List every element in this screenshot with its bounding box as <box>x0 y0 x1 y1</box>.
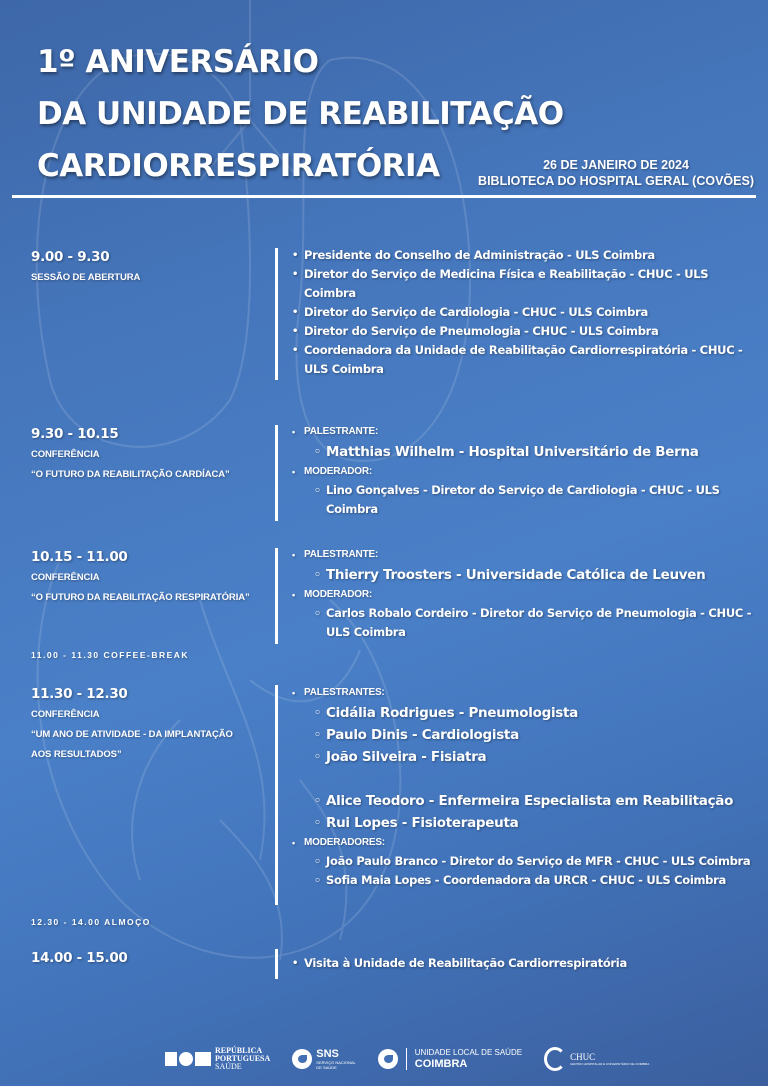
session-details <box>292 954 762 973</box>
session-type: CONFERÊNCIA <box>31 572 100 583</box>
speaker: ◦ Cidália Rodrigues - Pneumologista <box>292 702 762 724</box>
speaker: ◦ Paulo Dinis - Cardiologista <box>292 724 762 746</box>
session-details <box>292 684 762 890</box>
header-divider <box>12 195 756 198</box>
coffee-break: 11.00 - 11.30 COFFEE-BREAK <box>31 650 190 660</box>
session-subtitle: SESSÃO DE ABERTURA <box>31 272 141 283</box>
session-time: 9.00 - 9.30 <box>31 249 110 265</box>
sns-logo <box>292 1049 356 1070</box>
sns-mark-icon <box>292 1049 312 1069</box>
session-divider <box>275 685 278 905</box>
session-details <box>292 246 762 379</box>
speaker: ◦ Alice Teodoro - Enfermeira Especialista em Reabilitação <box>292 790 762 812</box>
session-topic-cont: AOS RESULTADOS” <box>31 749 122 760</box>
session-divider <box>275 548 278 644</box>
sns-text: SNS SERVIÇO NACIONAL DE SAÚDE <box>316 1047 356 1070</box>
session-divider <box>275 248 278 380</box>
session-type: CONFERÊNCIA <box>31 449 100 460</box>
session-topic: “UM ANO DE ATIVIDADE - DA IMPLANTAÇÃO <box>31 729 233 740</box>
chuc-text: CHUC CENTRO HOSPITALAR E UNIVERSITÁRIO DE COIMBRA <box>570 1051 650 1066</box>
title-line-1: 1º ANIVERSÁRIO <box>37 44 319 80</box>
moderator-label: • MODERADOR: <box>292 463 762 481</box>
session-details <box>292 423 762 519</box>
speaker: ◦ Rui Lopes - Fisioterapeuta <box>292 812 762 834</box>
session-info <box>31 949 271 967</box>
session-topic: “O FUTURO DA REABILITAÇÃO RESPIRATÓRIA” <box>31 592 250 603</box>
event-venue: BIBLIOTECA DO HOSPITAL GERAL (COVÕES) <box>478 174 754 188</box>
moderator-label: • MODERADOR: <box>292 586 762 604</box>
session-time: 11.30 - 12.30 <box>31 686 128 702</box>
speaker-label: • PALESTRANTE: <box>292 423 762 441</box>
session-time: 9.30 - 10.15 <box>31 426 119 442</box>
session-time: 14.00 - 15.00 <box>31 950 128 966</box>
lunch-break: 12.30 - 14.00 ALMOÇO <box>31 917 151 927</box>
republica-text: REPÚBLICA PORTUGUESA SAÚDE <box>215 1046 271 1071</box>
session-topic: “O FUTURO DA REABILITAÇÃO CARDÍACA” <box>31 469 230 480</box>
list-item: • Diretor do Serviço de Cardiologia - CHUC - ULS Coimbra <box>292 303 762 322</box>
session-subtitle <box>31 568 271 608</box>
moderators-label: • MODERADORES: <box>292 834 762 852</box>
session-subtitle <box>31 445 271 485</box>
speaker-label: • PALESTRANTE: <box>292 546 762 564</box>
event-info <box>478 157 754 189</box>
uls-coimbra-logo <box>378 1048 522 1070</box>
speaker: ◦ João Silveira - Fisiatra <box>292 746 762 768</box>
list-item: • Diretor do Serviço de Pneumologia - CHUC - ULS Coimbra <box>292 322 762 341</box>
chuc-mark-icon <box>544 1047 566 1071</box>
moderator: ◦ Sofia Maia Lopes - Coordenadora da URCR - CHUC - ULS Coimbra <box>292 871 762 890</box>
session-info <box>31 685 271 765</box>
speaker: ◦ Matthias Wilhelm - Hospital Universitário de Berna <box>292 441 762 463</box>
republica-portuguesa-logo <box>165 1047 270 1071</box>
footer-logos <box>165 1042 649 1076</box>
uls-mark-icon <box>378 1049 398 1069</box>
speaker: ◦ Thierry Troosters - Universidade Católica de Leuven <box>292 564 762 586</box>
session-divider <box>275 425 278 521</box>
session-type: CONFERÊNCIA <box>31 709 100 720</box>
chuc-logo <box>544 1047 649 1071</box>
spacer <box>292 768 762 790</box>
session-time: 10.15 - 11.00 <box>31 549 128 565</box>
list-item: • Coordenadora da Unidade de Reabilitação Cardiorrespiratória - CHUC - ULS Coimbra <box>292 341 762 379</box>
speakers-label: • PALESTRANTES: <box>292 684 762 702</box>
session-info <box>31 425 271 485</box>
list-item: • Presidente do Conselho de Administração - ULS Coimbra <box>292 246 762 265</box>
list-item: • Diretor do Serviço de Medicina Física e Reabilitação - CHUC - ULS Coimbra <box>292 265 762 303</box>
uls-text: UNIDADE LOCAL DE SAÚDE COIMBRA <box>414 1048 523 1070</box>
list-item: • Visita à Unidade de Reabilitação Cardiorrespiratória <box>292 954 762 973</box>
logo-divider <box>406 1048 407 1070</box>
title-line-2: DA UNIDADE DE REABILITAÇÃO <box>37 96 564 132</box>
session-divider <box>275 949 278 979</box>
republica-mark-icon <box>165 1052 211 1066</box>
session-details <box>292 546 762 642</box>
moderator: ◦ Carlos Robalo Cordeiro - Diretor do Serviço de Pneumologia - CHUC - ULS Coimbra <box>292 604 762 642</box>
moderator: ◦ João Paulo Branco - Diretor do Serviço de MFR - CHUC - ULS Coimbra <box>292 852 762 871</box>
session-subtitle <box>31 705 271 765</box>
moderator: ◦ Lino Gonçalves - Diretor do Serviço de Cardiologia - CHUC - ULS Coimbra <box>292 481 762 519</box>
session-info <box>31 248 271 288</box>
session-info <box>31 548 271 608</box>
title-line-3: CARDIORRESPIRATÓRIA <box>37 148 440 184</box>
event-date: 26 DE JANEIRO DE 2024 <box>543 158 689 172</box>
